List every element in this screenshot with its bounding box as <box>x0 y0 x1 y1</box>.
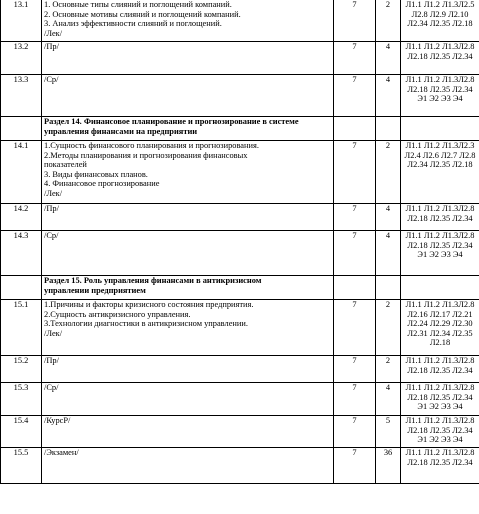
topic-line: 2. Основные мотивы слияний и поглощений компаний. <box>44 9 241 19</box>
topic-line: 2.Сущность антикризисного управления. <box>44 309 191 319</box>
topic-line: /Пр/ <box>44 42 59 51</box>
hours-cell: 5 <box>376 416 401 448</box>
topic-line: /Ср/ <box>44 75 59 84</box>
num-cell <box>1 276 42 300</box>
section-title-line: управлении предприятием <box>44 285 146 295</box>
hours-cell: 4 <box>376 383 401 416</box>
semester-cell: 7 <box>334 204 376 231</box>
topic-line: 4. Финансовое прогнозирование <box>44 179 160 189</box>
empty-cell <box>334 117 376 141</box>
literature-line: Л1.1 Л1.2 Л1.3Л2.8 <box>405 416 475 425</box>
literature-cell <box>401 204 479 231</box>
empty-cell <box>376 117 401 141</box>
topic-line: /Экзамен/ <box>44 448 79 457</box>
literature-cell <box>401 42 479 75</box>
literature-line: Л1.1 Л1.2 Л1.3Л2.8 <box>405 42 475 51</box>
topic-cell <box>42 416 334 448</box>
topic-cell <box>42 383 334 416</box>
literature-line: Э1 Э2 Э3 Э4 <box>417 435 463 445</box>
section-row <box>1 276 479 300</box>
literature-line: Л2.34 Л2.35 Л2.18 <box>407 160 473 170</box>
semester-cell: 7 <box>334 0 376 42</box>
literature-line: Л2.4 Л2.6 Л2.7 Л2.8 <box>404 150 476 160</box>
literature-line: Л1.1 Л1.2 Л1.3Л2.8 <box>405 300 475 309</box>
row-number: 15.2 <box>1 356 42 383</box>
topic-cell <box>42 356 334 383</box>
topic-line: /Лек/ <box>44 328 63 338</box>
literature-line: Л2.34 Л2.35 Л2.18 <box>407 19 473 29</box>
row-number: 15.4 <box>1 416 42 448</box>
literature-cell <box>401 383 479 416</box>
section-title <box>42 117 334 141</box>
semester-cell: 7 <box>334 75 376 117</box>
literature-line: Л2.18 Л2.35 Л2.34 <box>407 457 473 467</box>
semester-cell: 7 <box>334 141 376 204</box>
literature-cell <box>401 356 479 383</box>
hours-cell: 2 <box>376 141 401 204</box>
hours-cell: 36 <box>376 448 401 484</box>
literature-cell <box>401 141 479 204</box>
empty-cell <box>401 117 479 141</box>
topic-cell <box>42 42 334 75</box>
literature-line: Л2.18 Л2.35 Л2.34 <box>407 213 473 223</box>
row-number: 14.2 <box>1 204 42 231</box>
topic-line: /Пр/ <box>44 204 59 213</box>
literature-line: Л2.18 Л2.35 Л2.34 <box>407 365 473 375</box>
topic-line: 2.Методы планирования и прогнозирования финансовых <box>44 150 248 160</box>
table-row <box>1 0 479 42</box>
row-number: 15.5 <box>1 448 42 484</box>
topic-line: 3.Технологии диагностики в антикризисном управлении. <box>44 319 248 329</box>
semester-cell: 7 <box>334 42 376 75</box>
literature-cell <box>401 416 479 448</box>
table-row <box>1 416 479 448</box>
row-number: 13.1 <box>1 0 42 42</box>
row-number: 13.2 <box>1 42 42 75</box>
table-row <box>1 204 479 231</box>
literature-line: Л2.24 Л2.29 Л2.30 <box>407 319 473 329</box>
topic-line: /Лек/ <box>44 28 63 38</box>
literature-line: Л2.18 Л2.35 Л2.34 <box>407 51 473 61</box>
section-title <box>42 276 334 300</box>
hours-cell: 4 <box>376 231 401 276</box>
topic-line: 1. Основные типы слияний и поглощений компаний. <box>44 0 232 9</box>
literature-line: Л2.18 Л2.35 Л2.34 <box>407 425 473 435</box>
literature-line: Л1.1 Л1.2 Л1.3Л2.8 <box>405 383 475 392</box>
table-row <box>1 42 479 75</box>
hours-cell: 4 <box>376 204 401 231</box>
topic-line: /Ср/ <box>44 231 59 240</box>
topic-cell <box>42 141 334 204</box>
table-row <box>1 231 479 276</box>
num-cell <box>1 117 42 141</box>
literature-line: Л1.1 Л1.2 Л1.3Л2.3 <box>405 141 475 150</box>
literature-line: Л2.18 <box>429 338 451 348</box>
topic-line: /Лек/ <box>44 188 63 198</box>
literature-line: Л2.18 Л2.35 Л2.34 <box>407 392 473 402</box>
semester-cell: 7 <box>334 416 376 448</box>
literature-line: Л2.16 Л2.17 Л2.21 <box>407 309 473 319</box>
literature-cell <box>401 231 479 276</box>
literature-line: Л2.18 Л2.35 Л2.34 <box>407 240 473 250</box>
section-row <box>1 117 479 141</box>
literature-line: Л2.8 Л2.9 Л2.10 <box>411 9 469 19</box>
literature-line: Э1 Э2 Э3 Э4 <box>417 250 463 260</box>
literature-cell <box>401 75 479 117</box>
row-number: 15.3 <box>1 383 42 416</box>
section-title-line: управления финансами на предприятии <box>44 126 198 136</box>
hours-cell: 4 <box>376 42 401 75</box>
topic-cell <box>42 231 334 276</box>
hours-cell: 2 <box>376 356 401 383</box>
topic-line: 1.Сущность финансового планирования и прогнозирования. <box>44 141 259 150</box>
table-row <box>1 448 479 484</box>
topic-line: 3. Анализ эффективности слияний и поглощений. <box>44 19 222 29</box>
table-row <box>1 383 479 416</box>
topic-line: /Ср/ <box>44 383 59 392</box>
empty-cell <box>401 276 479 300</box>
topic-line: /КурсР/ <box>44 416 71 425</box>
hours-cell: 2 <box>376 0 401 42</box>
topic-cell <box>42 0 334 42</box>
literature-line: Л2.31 Л2.34 Л2.35 <box>407 328 473 338</box>
semester-cell: 7 <box>334 300 376 356</box>
section-title-line: Раздел 14. Финансовое планирование и прогнозирование в системе <box>44 117 299 126</box>
hours-cell: 4 <box>376 75 401 117</box>
topic-line: /Пр/ <box>44 356 59 365</box>
table-row <box>1 141 479 204</box>
literature-cell <box>401 300 479 356</box>
topic-cell <box>42 300 334 356</box>
empty-cell <box>376 276 401 300</box>
row-number: 15.1 <box>1 300 42 356</box>
literature-line: Л1.1 Л1.2 Л1.3Л2.5 <box>405 0 475 9</box>
literature-line: Л1.1 Л1.2 Л1.3Л2.8 <box>405 231 475 240</box>
literature-line: Э1 Э2 Э3 Э4 <box>417 94 463 104</box>
literature-line: Л1.1 Л1.2 Л1.3Л2.8 <box>405 356 475 365</box>
topic-line: 1.Причины и факторы кризисного состояния предприятия. <box>44 300 254 309</box>
literature-line: Л1.1 Л1.2 Л1.3Л2.8 <box>405 448 475 457</box>
literature-line: Л2.18 Л2.35 Л2.34 <box>407 84 473 94</box>
topic-cell <box>42 448 334 484</box>
literature-cell <box>401 0 479 42</box>
topic-line: 3. Виды финансовых планов. <box>44 169 148 179</box>
literature-line: Э1 Э2 Э3 Э4 <box>417 402 463 412</box>
topic-line: показателей <box>44 160 87 170</box>
semester-cell: 7 <box>334 383 376 416</box>
literature-line: Л1.1 Л1.2 Л1.3Л2.8 <box>405 204 475 213</box>
table-row <box>1 75 479 117</box>
semester-cell: 7 <box>334 356 376 383</box>
row-number: 14.3 <box>1 231 42 276</box>
hours-cell: 2 <box>376 300 401 356</box>
literature-cell <box>401 448 479 484</box>
section-title-line: Раздел 15. Роль управления финансами в антикризисном <box>44 276 262 285</box>
semester-cell: 7 <box>334 231 376 276</box>
empty-cell <box>334 276 376 300</box>
row-number: 14.1 <box>1 141 42 204</box>
topic-cell <box>42 204 334 231</box>
topic-cell <box>42 75 334 117</box>
literature-line: Л1.1 Л1.2 Л1.3Л2.8 <box>405 75 475 84</box>
syllabus-table-body <box>1 0 479 484</box>
semester-cell: 7 <box>334 448 376 484</box>
row-number: 13.3 <box>1 75 42 117</box>
table-row <box>1 300 479 356</box>
table-row <box>1 356 479 383</box>
